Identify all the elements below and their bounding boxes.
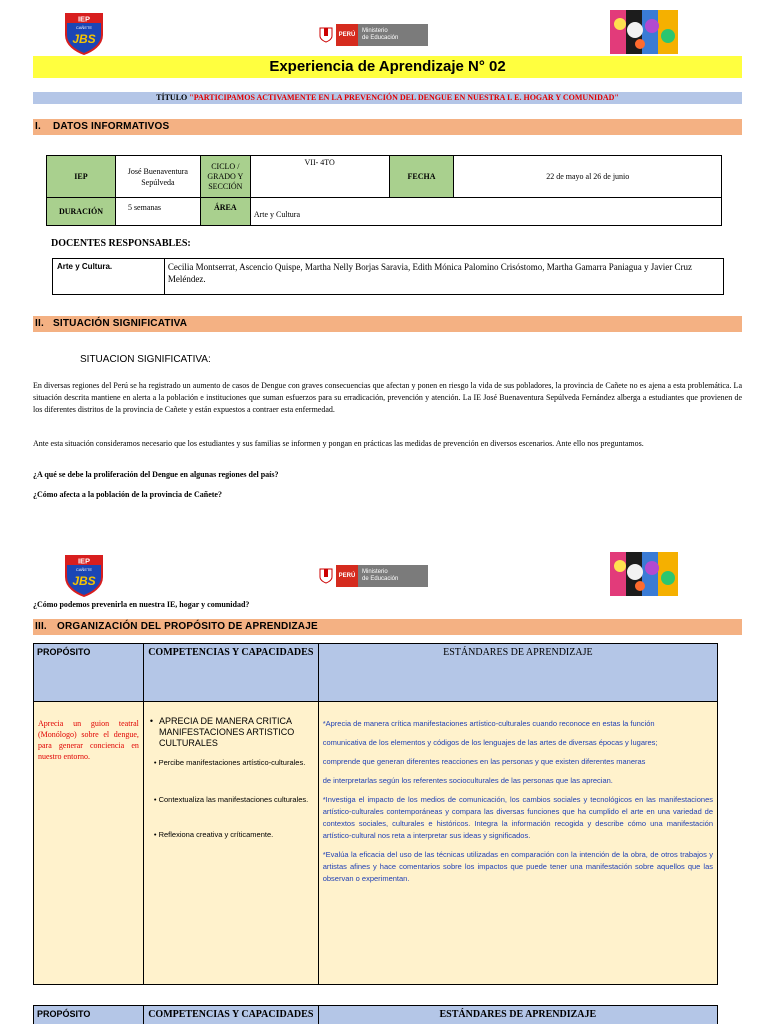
org-estandar-5: *Investiga el impacto de los medios de comunicación, los cambios sociales y tecnológicos en las manifestaciones artístico-culturales contemporáneas y compara las diversas funciones que ha cumplido el arte en una variedad de contextos sociales, culturales e históricos. Integra la información recogida y describe cómo una manifestación artístico-cultural nos reta a interpretar sus ideas y significados. [322,795,713,840]
minedu-peru-label-2: PERÚ [336,565,358,587]
section-1-number: I. [35,121,41,132]
minedu-2-line1: Ministerio [362,569,388,575]
org2-header-competencias: COMPETENCIAS Y CAPACIDADES [143,1006,318,1024]
org-estandares-cell [318,702,717,985]
minedu-label [358,28,398,42]
arts-collage-icon [610,10,678,54]
iep-logo-top-text: IEP [77,14,91,24]
area-value: Arte y Cultura [250,198,721,226]
minedu-line2: de Educación [362,35,399,41]
org-estandar-2: comunicativa de los elementos y códigos de los lenguajes de las artes de diversas épocas y lugares; [322,738,658,747]
docentes-area: Arte y Cultura. [53,259,165,295]
organizacion-table-2 [33,1005,718,1024]
bullet-icon: • [149,716,154,726]
peru-shield-icon-2 [316,565,336,587]
ciclo-label: CICLO / GRADO Y SECCIÓN [200,156,250,198]
info-table [46,155,722,226]
org-competencias-cell [143,702,318,985]
org-estandar-6: *Evalúa la eficacia del uso de las técnicas utilizadas en comparación con la intención de la obra, de otros trabajos y artistas afines y hace comentarios sobre los impactos que puede tener una manifestación sobre aquellos que las observan o experimentan. [322,850,713,883]
fecha-label: FECHA [389,156,454,198]
titulo-label: TÍTULO [156,93,188,102]
ciclo-value: VII- 4TO [250,156,389,198]
minedu-logo-2 [316,565,428,587]
fecha-value: 22 de mayo al 26 de junio [454,156,722,198]
minedu-logo [316,24,428,46]
org-estandar-4: de interpretarlas según los referentes socioculturales de las personas que las aprecian. [322,776,613,785]
iep-logo [62,11,106,60]
page-title: Experiencia de Aprendizaje N° 02 [33,56,742,78]
section-3-header [33,619,742,635]
question-3: ¿Cómo podemos prevenirla en nuestra IE, hogar y comunidad? [33,600,250,609]
area-label: ÁREA [200,198,250,226]
docentes-names: Cecilia Montserrat, Ascencio Quispe, Martha Nelly Borjas Saravia, Edith Mónica Palomino Crisóstomo, Martha Gamarra Paniagua y Javier Cruz Meléndez. [164,259,723,295]
iep-logo-2-mid-text: CAÑETE [75,567,93,572]
org-estandar-3: comprende que generan diferentes reacciones en las personas y que existen diferentes maneras [322,757,646,766]
organizacion-table [33,643,718,985]
minedu-2-line2: de Educación [362,576,399,582]
question-2: ¿Cómo afecta a la población de la provincia de Cañete? [33,490,222,499]
titulo-text: "PARTICIPAMOS ACTIVAMENTE EN LA PREVENCIÓN DEL DENGUE EN NUESTRA I. E. HOGAR Y COMUNIDAD" [189,93,619,102]
iep-label: IEP [47,156,116,198]
iep-logo-mid-text: CAÑETE [75,25,93,30]
section-3-number: III. [35,621,47,632]
section-2-label: SITUACIÓN SIGNIFICATIVA [53,318,188,329]
minedu-line1: Ministerio [362,28,388,34]
org-header-estandares: ESTÁNDARES DE APRENDIZAJE [318,644,717,702]
section-2-number: II. [35,318,44,329]
section-3-label: ORGANIZACIÓN DEL PROPÓSITO DE APRENDIZAJE [57,621,318,632]
section-1-header [33,119,742,135]
peru-shield-icon [316,24,336,46]
org-header-proposito: PROPÓSITO [34,644,144,702]
question-1: ¿A qué se debe la proliferación del Dengue en algunas regiones del país? [33,470,279,479]
iep-logo-2-main-text: JBS [72,574,96,588]
org-capacidad-2: • Contextualiza las manifestaciones culturales. [153,795,309,804]
org-capacidad-3: • Reflexiona creativa y críticamente. [153,830,274,839]
iep-logo-2 [62,553,106,602]
org-capacidad-1: • Percibe manifestaciones artístico-culturales. [153,758,306,767]
minedu-peru-label: PERÚ [336,24,358,46]
docentes-heading: DOCENTES RESPONSABLES: [51,238,191,249]
iep-shield-icon-2 [62,553,106,597]
org-proposito: Aprecia un guion teatral (Monólogo) sobre el dengue, para generar conciencia en nuestro entorno. [34,702,144,985]
arts-collage-image [610,10,678,59]
org-estandar-1: *Aprecia de manera crítica manifestaciones artístico-culturales cuando reconoce en estas la función [322,719,655,728]
org-competencia [150,716,312,749]
duracion-value: 5 semanas [115,198,200,226]
org-header-competencias: COMPETENCIAS Y CAPACIDADES [143,644,318,702]
org2-header-proposito: PROPÓSITO [34,1006,144,1024]
minedu-label-2 [358,569,398,583]
iep-logo-main-text: JBS [72,32,96,46]
docentes-table [52,258,724,295]
arts-collage-icon-2 [610,552,678,596]
iep-value: José Buenaventura Sepúlveda [115,156,200,198]
section-1-label: DATOS INFORMATIVOS [53,121,170,132]
org2-header-estandares: ESTÁNDARES DE APRENDIZAJE [318,1006,717,1024]
duracion-label: DURACIÓN [47,198,116,226]
org-competencia-text: APRECIA DE MANERA CRITICA MANIFESTACIONES ARTISTICO CULTURALES [159,716,295,748]
iep-shield-icon [62,11,106,55]
situacion-paragraph-2: Ante esta situación consideramos necesario que los estudiantes y sus familias se informen y pongan en prácticas las medidas de prevención en diversos escenarios. Ante ello nos preguntamos. [33,439,644,448]
section-2-header [33,316,742,332]
titulo-bar [33,92,742,104]
situacion-heading: SITUACION SIGNIFICATIVA: [80,354,211,365]
iep-logo-2-top-text: IEP [77,556,91,566]
situacion-paragraph-1: En diversas regiones del Perú se ha registrado un aumento de casos de Dengue con graves consecuencias que afectan y ponen en riesgo la vida de sus pobladores, la provincia de Cañete no es ajena a esta problemática. La situación descrita mantiene en alerta a la población e instituciones que suman esfuerzos para su erradicación, prevención y atención. La IE José Buenaventura Sepúlveda Fernández alberga a estudiantes que provienen de los diferentes distritos de la provincia de Cañete y están expuestos a contraer esta enfermedad. [33,381,742,414]
arts-collage-image-2 [610,552,678,601]
